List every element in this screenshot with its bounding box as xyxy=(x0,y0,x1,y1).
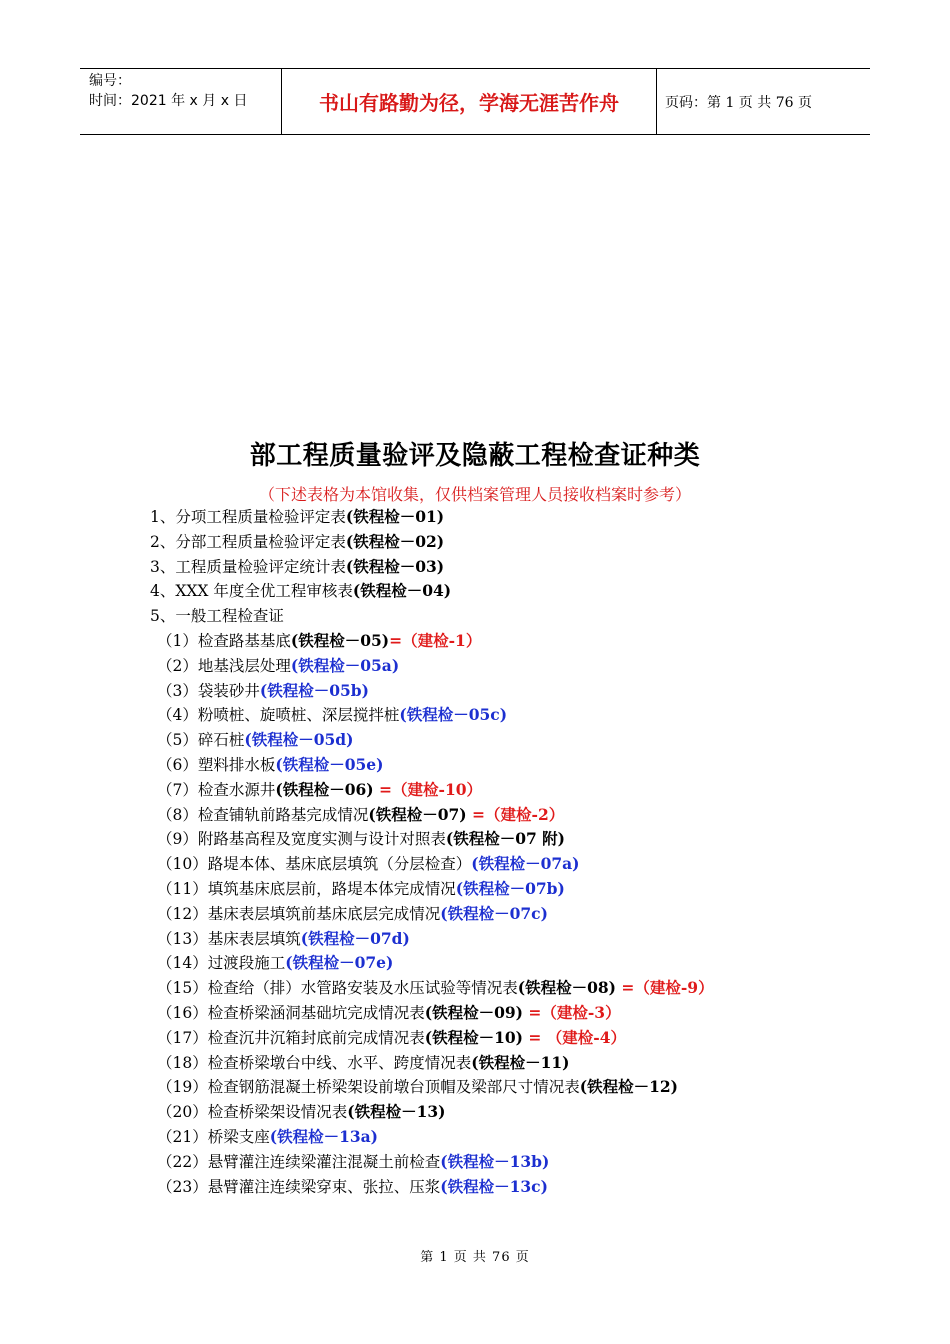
list-item xyxy=(157,728,714,753)
item-text: （9）附路基高程及宽度实测与设计对照表 xyxy=(157,830,446,849)
item-form-code: (铁程检－05c) xyxy=(399,705,508,725)
item-form-code: (铁程检－11) xyxy=(471,1052,570,1072)
page-header xyxy=(80,68,870,135)
list-item xyxy=(157,1175,714,1200)
item-text: （2）地基浅层处理 xyxy=(157,656,291,675)
list-item xyxy=(157,1051,714,1076)
document-number-label: 编号： xyxy=(89,73,131,89)
item-equivalent-code: = （建检-4） xyxy=(522,1027,626,1047)
list-item xyxy=(150,530,714,555)
item-form-code: (铁程检－10) xyxy=(424,1027,523,1047)
item-form-code: (铁程检－05a) xyxy=(290,655,400,675)
item-text: （11）填筑基床底层前，路堤本体完成情况 xyxy=(157,879,456,898)
list-item xyxy=(157,1150,714,1175)
item-text: （6）塑料排水板 xyxy=(157,755,276,774)
item-form-code: (铁程检－01) xyxy=(345,507,445,526)
item-form-code: (铁程检－08) xyxy=(517,978,616,998)
item-text: （4）粉喷桩、旋喷桩、深层搅拌桩 xyxy=(157,706,400,725)
item-form-code: (铁程检－12) xyxy=(579,1077,678,1097)
list-item xyxy=(157,927,714,952)
list-item xyxy=(150,505,714,530)
list-item xyxy=(157,1125,714,1150)
item-form-code: (铁程检－06) xyxy=(275,779,374,799)
list-item xyxy=(157,877,714,902)
item-text: 2、分部工程质量检验评定表 xyxy=(150,532,346,551)
item-text: （14）过渡段施工 xyxy=(157,954,286,973)
item-text: 5、一般工程检查证 xyxy=(150,607,284,626)
list-item xyxy=(157,1001,714,1026)
list-item xyxy=(150,555,714,580)
item-text: （21）桥梁支座 xyxy=(157,1127,270,1146)
list-item xyxy=(157,1026,714,1051)
list-item xyxy=(157,703,714,728)
list-item xyxy=(157,976,714,1001)
item-form-code: (铁程检－13c) xyxy=(440,1176,548,1196)
item-form-code: (铁程检－13b) xyxy=(440,1151,550,1171)
item-form-code: (铁程检－03) xyxy=(345,556,445,576)
header-motto: 书山有路勤为径，学海无涯苦作舟 xyxy=(282,69,657,134)
item-text: （16）检查桥梁涵洞基础坑完成情况表 xyxy=(157,1003,425,1022)
list-item xyxy=(150,604,714,629)
list-item xyxy=(157,803,714,828)
list-item xyxy=(157,902,714,927)
item-text: （7）检查水源井 xyxy=(157,780,276,799)
list-item xyxy=(157,778,714,803)
item-form-code: (铁程检－07e) xyxy=(285,953,394,973)
item-text: 3、工程质量检验评定统计表 xyxy=(150,557,346,576)
list-item xyxy=(157,827,714,852)
item-text: （19）检查钢筋混凝土桥梁架设前墩台顶帽及梁部尺寸情况表 xyxy=(157,1078,580,1097)
item-form-code: (铁程检－09) xyxy=(424,1002,523,1022)
item-text: （17）检查沉井沉箱封底前完成情况表 xyxy=(157,1028,425,1047)
item-form-code: (铁程检－02) xyxy=(345,531,445,551)
item-equivalent-code: =（建检-9） xyxy=(615,978,714,998)
document-note: （下述表格为本馆收集，仅供档案管理人员接收档案时参考） xyxy=(258,485,691,504)
item-text: （15）检查给（排）水管路安装及水压试验等情况表 xyxy=(157,979,518,998)
item-form-code: (铁程检－07a) xyxy=(471,854,580,874)
list-item xyxy=(157,951,714,976)
item-text: （8）检查铺轨前路基完成情况 xyxy=(157,805,369,824)
list-item xyxy=(150,579,714,604)
list-item xyxy=(157,629,714,654)
item-form-code: (铁程检－07 附) xyxy=(445,829,566,849)
item-text: （5）碎石桩 xyxy=(157,731,245,750)
item-text: （10）路堤本体、基床底层填筑（分层检查） xyxy=(157,855,472,874)
item-equivalent-code: =（建检-2） xyxy=(466,804,565,824)
item-text: （22）悬臂灌注连续梁灌注混凝土前检查 xyxy=(157,1152,441,1171)
item-text: （3）袋装砂井 xyxy=(157,681,260,700)
list-item xyxy=(157,679,714,704)
item-text: （18）检查桥梁墩台中线、水平、跨度情况表 xyxy=(157,1053,472,1072)
item-form-code: (铁程检－13a) xyxy=(269,1126,379,1146)
item-form-code: (铁程检－07d) xyxy=(300,928,410,948)
item-form-code: (铁程检－07) xyxy=(368,804,467,824)
list-item xyxy=(157,852,714,877)
item-equivalent-code: =（建检-1） xyxy=(389,630,482,650)
header-page-label: 页码：第 1 页 共 76 页 xyxy=(665,94,812,111)
item-text: （23）悬臂灌注连续梁穿束、张拉、压浆 xyxy=(157,1177,441,1196)
item-equivalent-code: =（建检-10） xyxy=(373,779,483,799)
document-time-label: 时间：2021 年 x 月 x 日 xyxy=(89,93,248,109)
item-form-code: (铁程检－04) xyxy=(352,581,452,601)
item-text: 1、分项工程质量检验评定表 xyxy=(150,508,346,526)
item-form-code: (铁程检－07c) xyxy=(440,903,548,923)
list-item xyxy=(157,1075,714,1100)
list-item xyxy=(157,1100,714,1125)
item-form-code: (铁程检－05b) xyxy=(259,680,369,700)
page-footer: 第 1 页 共 76 页 xyxy=(420,1250,530,1265)
item-form-code: (铁程检－05d) xyxy=(244,730,354,750)
item-text: （20）检查桥梁架设情况表 xyxy=(157,1103,348,1122)
item-text: 4、XXX 年度全优工程审核表 xyxy=(150,582,353,601)
item-text: （1）检查路基基底 xyxy=(157,631,291,650)
item-form-code: (铁程检－05) xyxy=(290,630,390,650)
inspection-form-list xyxy=(150,505,714,1199)
item-equivalent-code: =（建检-3） xyxy=(522,1002,621,1022)
list-item xyxy=(157,654,714,679)
list-item xyxy=(157,753,714,778)
item-form-code: (铁程检－07b) xyxy=(455,878,565,898)
item-form-code: (铁程检－05e) xyxy=(275,754,384,774)
document-title: 部工程质量验评及隐蔽工程检查证种类 xyxy=(249,441,701,471)
item-text: （13）基床表层填筑 xyxy=(157,929,301,948)
item-text: （12）基床表层填筑前基床底层完成情况 xyxy=(157,904,441,923)
item-form-code: (铁程检－13) xyxy=(347,1102,446,1122)
header-meta-cell xyxy=(80,69,282,134)
